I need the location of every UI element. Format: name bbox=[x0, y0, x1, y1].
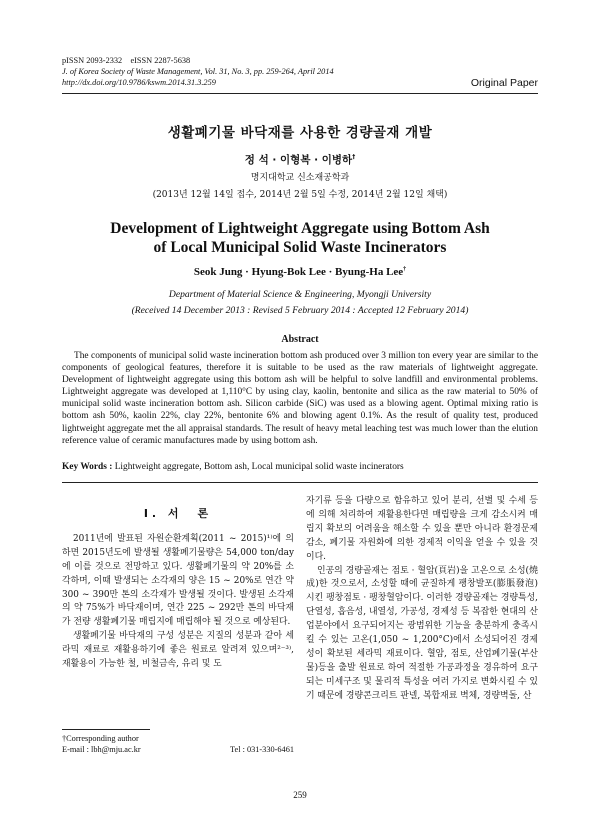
issn-line: pISSN 2093-2332 eISSN 2287-5638 bbox=[62, 56, 191, 65]
doi-link[interactable]: http://dx.doi.org/10.9786/kswm.2014.31.3.259 bbox=[62, 78, 216, 87]
journal-header bbox=[62, 55, 538, 88]
english-authors bbox=[0, 266, 600, 278]
intro-paragraph-3: 인공의 경량골재는 점토 · 혈암(頁岩)을 고온으로 소성(燒成)한 것으로서, 소성할 때에 균질하게 팽창발포(膨脹發泡)시킨 팽창점토 · 팽창혈암이다. 이러한 경량골재는 경량특성, 단열성, 흡음성, 내열성, 가공성, 경제성 등 복잡한 현대의 산업분야에서 요구되어지는 광범위한 기능을 충분하게 충족시킬 수 있는 고온(1,050 ~ 1,200°C)에서 소성되어진 경제성이 확보된 세라믹 재료이다. 혈암, 점토, 산업폐기물(부산물)등을 출발 원료로 하여 적절한 가공과정을 경유하여 요구되는 미세구조 및 물리적 특성을 여러 가지로 변화시킬 수 있기 때문에 경량콘크리트 판넬, 복합재료 벽체, 경량벽돌, 산 bbox=[306, 565, 538, 701]
english-authors-text: Seok Jung · Hyung-Bok Lee · Byung-Ha Lee bbox=[193, 266, 404, 278]
paper-type-label: Original Paper bbox=[470, 77, 538, 89]
journal-citation: J. of Korea Society of Waste Management, Vol. 31, No. 3, pp. 259-264, April 2014 bbox=[62, 67, 334, 76]
korean-title: 생활폐기물 바닥재를 사용한 경량골재 개발 bbox=[167, 125, 433, 141]
abstract-body bbox=[62, 350, 538, 447]
corresponding-author: †Corresponding author bbox=[62, 734, 139, 743]
intro-paragraph-2: 생활폐기물 바닥재의 구성 성분은 지질의 성분과 같아 세라믹 재료로 재활용하기에 좋은 원료로 알려져 있으며²⁻³⁾, 재활용이 가능한 철, 비철금속, 유리 및 도 bbox=[62, 631, 294, 670]
header-rule bbox=[62, 93, 538, 94]
footnote bbox=[62, 733, 294, 755]
author-email[interactable]: E-mail : lbh@mju.ac.kr bbox=[62, 745, 141, 754]
english-dates: (Received 14 December 2013 : Revised 5 February 2014 : Accepted 12 February 2014) bbox=[131, 305, 469, 316]
abstract-text: The components of municipal solid waste incineration bottom ash produced over 3 million ton every year are similar to the components of geological features, therefore it is suitable to be used as the raw materials of lightweight aggregate. Development of lightweight aggregate using this bottom ash will be helpful to solve landfill and environmental problems. Lightweight aggregate was developed at 1,110°C by using clay, kaolin, bentonite and silica as the raw material to 50% of municipal solid waste incineration bottom ash. Silicon carbide (SiC) was used as a blowing agent. Optimal mixing ratio is bottom ash 50%, kaolin 22%, clay 22%, bentonite 6% and blowing agent 0.1%. As the result of quality test, produced lightweight aggregate met the all appraisal standards. The result of heavy metal leaching test was much lower than the elution reference value of ceramic manufactures made by using bottom ash. bbox=[62, 351, 538, 446]
corresponding-mark-en: † bbox=[403, 266, 407, 273]
author-tel: Tel : 031-330-6461 bbox=[230, 745, 294, 754]
english-affiliation: Department of Material Science & Engineering, Myongji University bbox=[168, 289, 432, 300]
page-number: 259 bbox=[293, 790, 307, 800]
korean-authors bbox=[0, 152, 600, 167]
intro-paragraph-1: 2011년에 발표된 자원순환계획(2011 ~ 2015)¹⁾에 의하면 2015년도에 발생될 생활폐기물량은 54,000 ton/day에 이를 것으로 전망하고 있다. 생활폐기물의 약 20%를 소각하며, 이때 발생되는 소각재의 양은 15 ~ 20%로 연간 약 300 ~ 390만 톤의 소각재가 발생될 것이다. 발생된 소각재의 약 75%가 바닥재이며, 연간 225 ~ 292만 톤의 바닥재가 전량 생활폐기물 매립지에 매립해야 될 것으로 예상된다. bbox=[62, 533, 294, 628]
left-column bbox=[62, 495, 294, 672]
section-heading: I. 서 론 bbox=[143, 507, 213, 520]
keywords-label: Key Words : bbox=[62, 462, 113, 472]
keywords-text: Lightweight aggregate, Bottom ash, Local municipal solid waste incinerators bbox=[114, 462, 404, 472]
korean-dates: (2013년 12월 14일 접수, 2014년 2월 5일 수정, 2014년 2월 12일 채택) bbox=[152, 190, 448, 200]
abstract-rule bbox=[62, 482, 538, 483]
english-title-line1: Development of Lightweight Aggregate using Bottom Ash bbox=[110, 220, 490, 237]
english-title-line2: of Local Municipal Solid Waste Incinerators bbox=[153, 239, 447, 256]
footnote-rule bbox=[62, 729, 150, 730]
corresponding-mark: † bbox=[352, 153, 356, 161]
korean-affiliation: 명지대학교 신소재공학과 bbox=[250, 173, 350, 183]
abstract-heading: Abstract bbox=[281, 334, 319, 345]
english-title bbox=[40, 219, 560, 257]
korean-authors-text: 정 석 · 이형복 · 이병하 bbox=[244, 154, 353, 166]
intro-paragraph-2-cont: 자기류 등을 다량으로 함유하고 있어 분리, 선별 및 수세 등에 의해 처리하여 재활용한다면 매립량을 크게 감소시켜 매립지 확보의 어려움을 해소할 수 있을 뿐만 아니라 환경문제 감소, 폐기물 자원화에 의한 경제적 이익을 얻을 수 있을 것이다. bbox=[306, 496, 538, 562]
keywords bbox=[62, 462, 538, 472]
right-column bbox=[306, 495, 538, 704]
